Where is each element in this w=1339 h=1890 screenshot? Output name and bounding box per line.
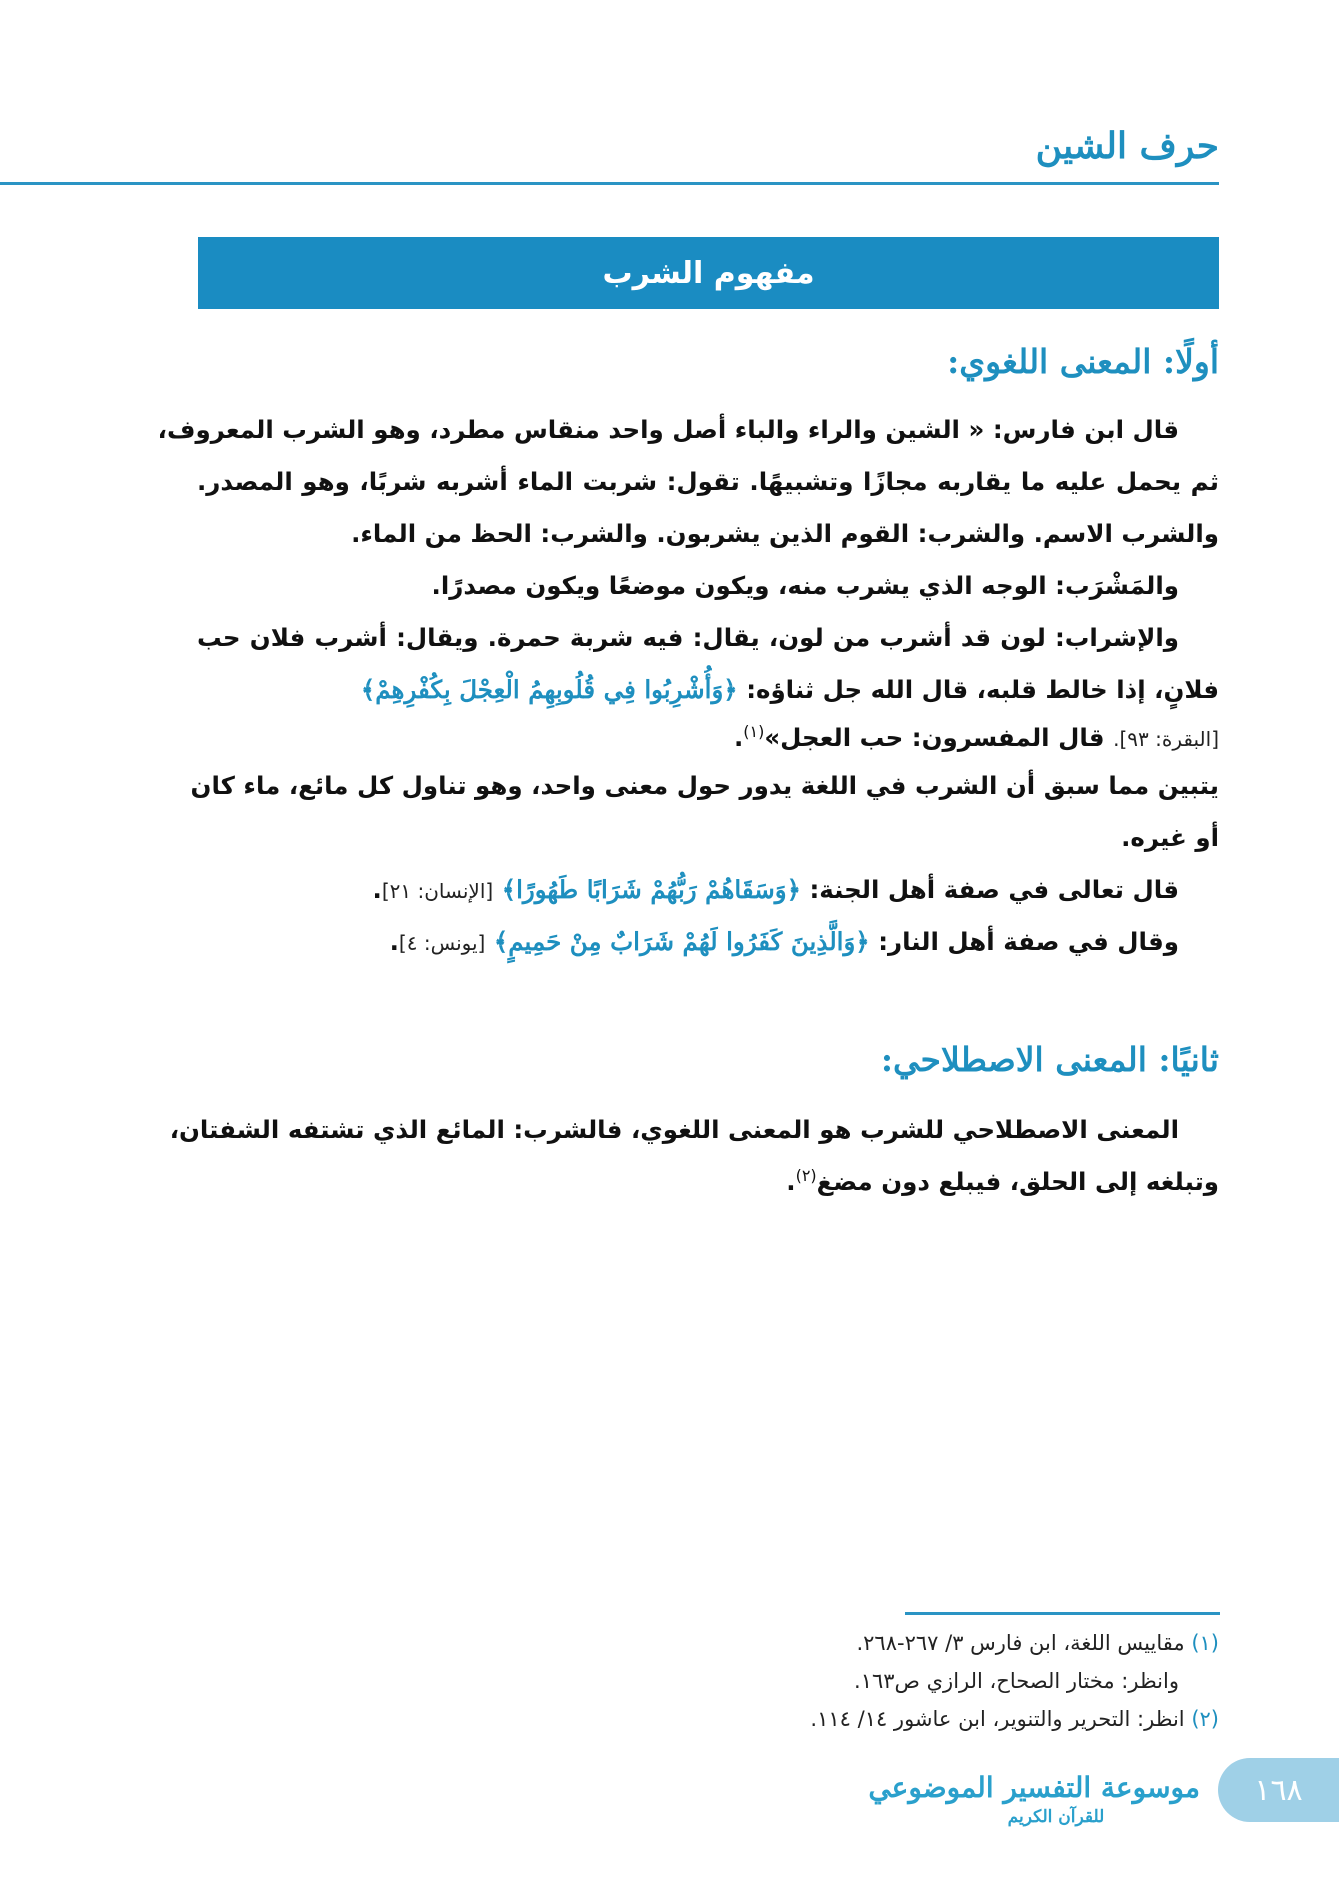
- footnote-rule: [905, 1612, 1220, 1615]
- footnote-number: (١): [1191, 1631, 1219, 1655]
- page-number-badge: [1218, 1758, 1339, 1822]
- footnote-text: مقاييس اللغة، ابن فارس ٣/ ٢٦٧-٢٦٨.: [856, 1631, 1185, 1655]
- encyclopedia-logo: [868, 1770, 1200, 1828]
- linguistic-body: [157, 404, 1219, 968]
- paragraph-line: [197, 664, 1219, 716]
- paragraph-line: أو غيره.: [1121, 823, 1219, 852]
- paragraph-line: والمَشْرَب: الوجه الذي يشرب منه، ويكون موضعًا ويكون مصدرًا.: [431, 571, 1179, 600]
- line-text: قال المفسرون: حب العجل»: [764, 723, 1105, 752]
- chapter-title: حرف الشين: [1035, 125, 1219, 167]
- line-end: .: [372, 875, 382, 904]
- section-heading-linguistic: أولًا: المعنى اللغوي:: [947, 342, 1219, 381]
- footnote-marker[interactable]: (٢): [795, 1165, 817, 1185]
- verse-citation: [البقرة: ٩٣].: [1113, 727, 1219, 751]
- line-text: قال تعالى في صفة أهل الجنة:: [809, 875, 1179, 904]
- paragraph-line: [197, 1156, 1219, 1208]
- footnotes: [219, 1624, 1219, 1738]
- quran-verse: ﴿وَأُشْرِبُوا فِي قُلُوبِهِمُ الْعِجْلَ بِكُفْرِهِمْ﴾: [360, 675, 738, 704]
- paragraph-line: قال ابن فارس: « الشين والراء والباء أصل واحد منقاس مطرد، وهو الشرب المعروف،: [157, 415, 1179, 444]
- quran-verse: ﴿وَسَقَاهُمْ رَبُّهُمْ شَرَابًا طَهُورًا﴾: [501, 875, 801, 904]
- header-rule: [0, 182, 1219, 185]
- topic-banner: [198, 237, 1219, 309]
- line-end: .: [786, 1167, 796, 1196]
- logo-subtitle: للقرآن الكريم: [1007, 1807, 1105, 1827]
- banner-title: مفهوم الشرب: [602, 255, 815, 291]
- logo-title: موسوعة التفسير الموضوعي: [868, 1771, 1200, 1804]
- paragraph-line: المعنى الاصطلاحي للشرب هو المعنى اللغوي، فالشرب: المائع الذي تشتفه الشفتان،: [169, 1115, 1179, 1144]
- verse-citation: [يونس: ٤]: [398, 931, 486, 955]
- paragraph-line: يتبين مما سبق أن الشرب في اللغة يدور حول معنى واحد، وهو تناول كل مائع، ماء كان: [190, 771, 1219, 800]
- footnote-marker[interactable]: (١): [743, 721, 765, 741]
- paragraph-line: [197, 864, 1219, 916]
- line-text: فلانٍ، إذا خالط قلبه، قال الله جل ثناؤه:: [746, 675, 1219, 704]
- section-heading-terminological: ثانيًا: المعنى الاصطلاحي:: [880, 1040, 1219, 1079]
- quran-verse: ﴿وَالَّذِينَ كَفَرُوا لَهُمْ شَرَابٌ مِنْ حَمِيمٍ﴾: [493, 927, 870, 956]
- footnote-continuation: وانظر: مختار الصحاح، الرازي ص١٦٣.: [854, 1669, 1179, 1693]
- paragraph-line: [197, 916, 1219, 968]
- terminological-body: [169, 1104, 1219, 1208]
- footnote-item: [219, 1700, 1219, 1738]
- paragraph-line: [197, 716, 1219, 760]
- verse-citation: [الإنسان: ٢١]: [381, 879, 494, 903]
- paragraph-line: والإشراب: لون قد أشرب من لون، يقال: فيه شربة حمرة. ويقال: أشرب فلان حب: [197, 623, 1179, 652]
- line-text: وتبلغه إلى الحلق، فيبلع دون مضغ: [816, 1167, 1219, 1196]
- line-end: .: [733, 723, 744, 752]
- paragraph-line: والشرب الاسم. والشرب: القوم الذين يشربون. والشرب: الحظ من الماء.: [351, 519, 1219, 548]
- paragraph-line: ثم يحمل عليه ما يقاربه مجازًا وتشبيهًا. تقول: شربت الماء أشربه شربًا، وهو المصدر.: [197, 467, 1219, 496]
- footnote-number: (٢): [1191, 1707, 1219, 1731]
- line-end: .: [389, 927, 399, 956]
- line-text: وقال في صفة أهل النار:: [878, 927, 1179, 956]
- footnote-text: انظر: التحرير والتنوير، ابن عاشور ١٤/ ١١٤.: [810, 1707, 1185, 1731]
- footnote-item: [219, 1624, 1219, 1662]
- page-number: ١٦٨: [1254, 1772, 1303, 1808]
